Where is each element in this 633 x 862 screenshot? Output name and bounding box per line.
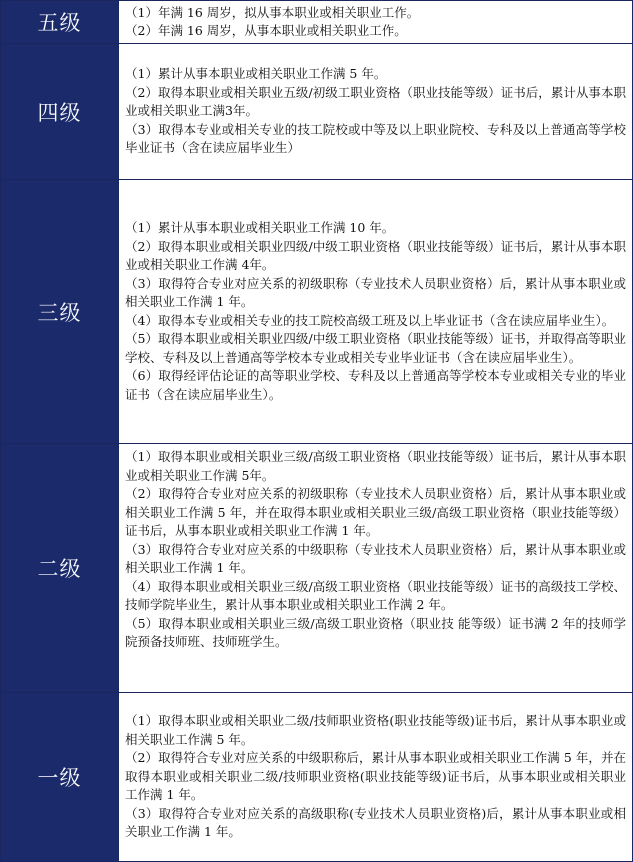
requirements-cell <box>119 44 632 179</box>
requirement-item: （3）取得本专业或相关专业的技工院校或中等及以上职业院校、专科及以上普通高等学校毕业证书（含在读应届毕业生） <box>125 121 626 156</box>
requirement-item: （5）取得本职业或相关职业四级/中级工职业资格（职业技能等级）证书，并取得高等职业学校、专科及以上普通高等学校本专业或相关专业毕业证书（含在读应届毕业生）。 <box>125 331 626 365</box>
table-row-level-3 <box>1 180 632 444</box>
requirements-cell <box>119 693 632 861</box>
requirement-item: （3）取得符合专业对应关系的高级职称(专业技术人员职业资格)后，累计从事本职业或相关职业工作满 1 年。 <box>125 805 626 840</box>
requirement-item: （1）累计从事本职业或相关职业工作满 10 年。 <box>125 220 395 235</box>
requirement-item: （5）取得本职业或相关职业三级/高级工职业资格（职业技 能等级）证书满 2 年的技师学院预备技师班、技师班学生。 <box>125 615 626 649</box>
requirement-item: （3）取得符合专业对应关系的中级职称（专业技术人员职业资格）后，累计从事本职业或相关职业工作满 1 年。 <box>125 541 626 575</box>
requirement-item: （2）取得本职业或相关职业四级/中级工职业资格（职业技能等级）证书后，累计从事本职业或相关职业工作满 4年。 <box>125 238 626 272</box>
table-row-level-4 <box>1 44 632 180</box>
requirements-cell <box>119 180 632 443</box>
requirement-item: （1）取得本职业或相关职业二级/技师职业资格(职业技能等级)证书后，累计从事本职业或相关职业工作满 5 年。 <box>125 713 626 747</box>
table-row-level-1 <box>1 693 632 861</box>
requirements-list <box>125 712 626 842</box>
level-label: 二级 <box>1 444 119 692</box>
requirement-item: （2）取得本职业或相关职业五级/初级工职业资格（职业技能等级）证书后，累计从事本职业或相关职业工满3年。 <box>125 84 626 119</box>
level-label: 五级 <box>1 1 119 43</box>
requirements-list <box>125 219 626 404</box>
requirement-item: （3）取得符合专业对应关系的初级职称（专业技术人员职业资格）后，累计从事本职业或相关职业工作满 1 年。 <box>125 275 626 309</box>
requirement-item: （1）累计从事本职业或相关职业工作满 5 年。 <box>125 66 387 82</box>
level-label: 一级 <box>1 693 119 861</box>
requirement-item: （2）取得符合专业对应关系的中级职称后，累计从事本职业或相关职业工作满 5 年，并在取得本职业或相关职业二级/技师职业资格(职业技能等级)证书后，从事本职业或相关职业工作满 1 年。 <box>125 750 626 803</box>
requirement-item: （1）年满 16 周岁，拟从事本职业或相关职业工作。 <box>125 4 420 20</box>
requirement-item: （4）取得本专业或相关专业的技工院校高级工班及以上毕业证书（含在读应届毕业生）。 <box>125 312 615 328</box>
requirement-item: （1）取得本职业或相关职业三级/高级工职业资格（职业技能等级）证书后，累计从事本职业或相关职业工作满 5年。 <box>125 449 626 483</box>
requirements-list <box>125 65 626 158</box>
table-row-level-2 <box>1 444 632 693</box>
requirement-item: （2）年满 16 周岁，从事本职业或相关职业工作。 <box>125 23 407 38</box>
requirements-list <box>125 4 626 41</box>
requirement-item: （6）取得经评估论证的高等职业学校、专科及以上普通高等学校本专业或相关专业的毕业证书（含在读应届毕业生）。 <box>125 368 626 402</box>
requirements-cell <box>119 1 632 43</box>
requirements-cell <box>119 444 632 692</box>
requirements-list <box>125 448 626 652</box>
requirement-item: （2）取得符合专业对应关系的初级职称（专业技术人员职业资格）后，累计从事本职业或相关职业工作满 5 年，并在取得本职业或相关职业三级/高级工职业资格（职业技能等级）证书后，从事本职业或相关职业工作满 1 年。 <box>125 486 626 538</box>
level-label: 三级 <box>1 180 119 443</box>
table-row-level-5 <box>1 1 632 44</box>
requirement-item: （4）取得本职业或相关职业三级/高级工职业资格（职业技能等级）证书的高级技工学校、技师学院毕业生，累计从事本职业或相关职业工作满 2 年。 <box>125 578 626 612</box>
level-label: 四级 <box>1 44 119 179</box>
